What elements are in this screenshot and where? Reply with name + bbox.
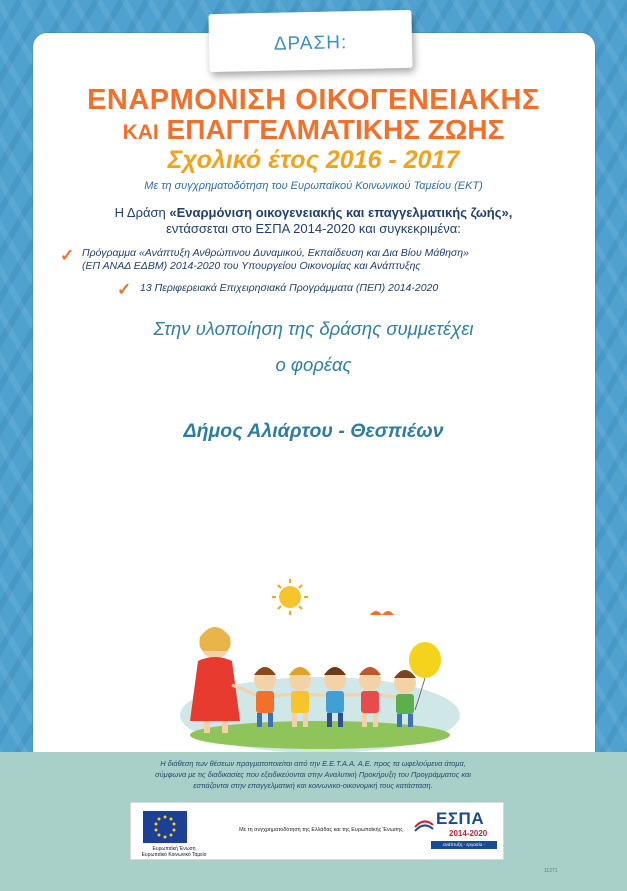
espa-years: 2014-2020 <box>449 829 488 838</box>
eu-label <box>139 846 209 858</box>
children-illustration <box>170 575 460 755</box>
eu-label-line: Ευρωπαϊκό Κοινωνικό Ταμείο <box>141 852 207 858</box>
title-line-2 <box>0 114 627 146</box>
cofunding-note: Με τη συγχρηματοδότηση του Ευρωπαϊκού Κοινωνικού Ταμείου (ΕΚΤ) <box>144 180 483 192</box>
participation-line-2: ο φορέας <box>275 354 352 375</box>
school-year: Σχολικό έτος 2016 - 2017 <box>167 146 460 174</box>
title-line-1: ΕΝΑΡΜΟΝΙΣΗ ΟΙΚΟΓΕΝΕΙΑΚΗΣ <box>87 84 540 116</box>
title-line-2-rest: ΕΠΑΓΓΕΛΜΑΤΙΚΗΣ ΖΩΗΣ <box>166 114 505 145</box>
program-line: 13 Περιφερειακά Επιχειρησιακά Προγράμματα (ΠΕΠ) 2014-2020 <box>140 282 439 294</box>
espa-tagline: ανάπτυξη - εργασία - αλληλεγγύη <box>431 841 497 849</box>
participation-line-1: Στην υλοποίηση της δράσης συμμετέχει <box>153 318 474 339</box>
butterfly-icon <box>370 611 394 615</box>
logo-strip <box>130 802 504 860</box>
espa-stripes-icon <box>413 813 435 835</box>
action-tab-label <box>208 10 412 72</box>
teacher-figure <box>190 627 240 733</box>
document-code: 11271 <box>544 868 558 874</box>
municipality-name: Δήμος Αλιάρτου - Θεσπιέων <box>183 420 444 442</box>
intro-line-1-prefix: Η Δράση <box>114 205 170 220</box>
sun-icon <box>272 579 308 615</box>
footer-note-line: εστιάζονται στην επαγγελματική και κοινωνικο-οικονομική τους κατάσταση. <box>193 781 433 790</box>
cofunding-greece-eu-text: Με τη συγχρηματοδότηση της Ελλάδας και της Ευρωπαϊκής Ένωσης <box>239 827 403 833</box>
footer-note <box>52 758 574 791</box>
check-icon: ✓ <box>60 246 75 265</box>
check-icon: ✓ <box>117 280 132 299</box>
eu-label-line: Ευρωπαϊκή Ένωση <box>152 846 196 852</box>
program-item <box>82 247 572 273</box>
footer-note-line: Η διάθεση των θέσεων πραγματοποιείται από την Ε.Ε.Τ.Α.Α. Α.Ε. προς τα ωφελούμενα άτομα, <box>160 759 466 768</box>
program-item <box>140 282 560 295</box>
tab-text: ΔΡΑΣΗ: <box>273 32 348 55</box>
program-line: (ΕΠ ΑΝΑΔ ΕΔΒΜ) 2014-2020 του Υπουργείου Οικονομίας και Ανάπτυξης <box>82 260 421 272</box>
title-line-2-prefix: ΚΑΙ <box>122 121 159 144</box>
intro-line-2: εντάσσεται στο ΕΣΠΑ 2014-2020 και συγκεκριμένα: <box>166 221 461 236</box>
intro-text <box>0 205 627 237</box>
intro-line-1-bold: «Εναρμόνιση οικογενειακής και επαγγελματικής ζωής», <box>169 205 513 220</box>
intro-line-1 <box>0 205 627 221</box>
eu-flag-icon <box>143 811 187 843</box>
footer-note-line: σύμφωνα με τις διαδικασίες που εξειδικεύονται στην Αναλυτική Προκήρυξη του Προγράμματος και <box>155 770 471 779</box>
espa-logo-text: ΕΣΠΑ <box>436 809 485 828</box>
program-line: Πρόγραμμα «Ανάπτυξη Ανθρώπινου Δυναμικού, Εκπαίδευση και Δια Βίου Μάθηση» <box>82 247 469 259</box>
